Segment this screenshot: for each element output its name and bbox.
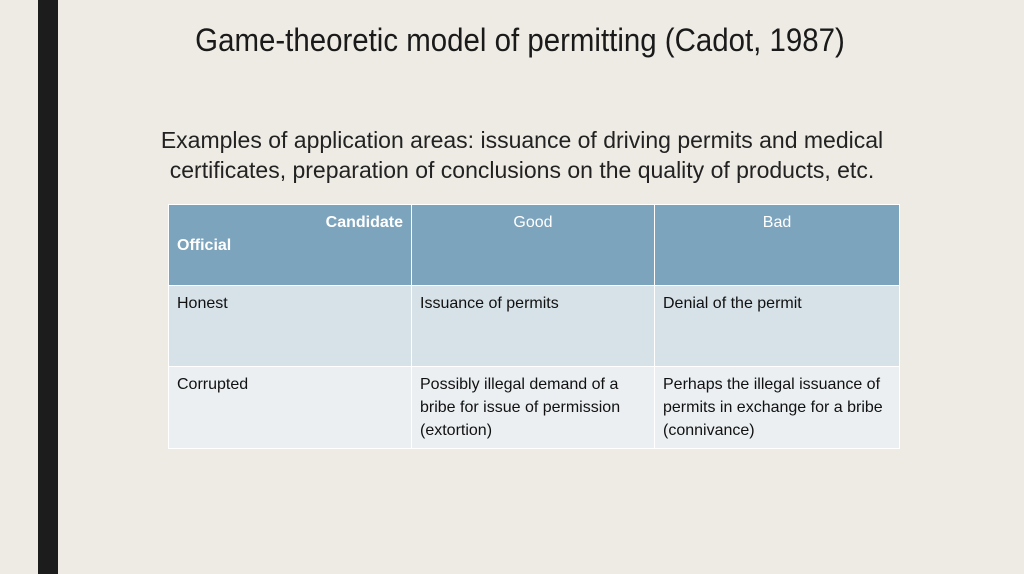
- table-header-row: [169, 205, 900, 286]
- subtitle-line-2: certificates, preparation of conclusions on the quality of products, etc.: [169, 157, 875, 183]
- cell-corrupted-bad: Perhaps the illegal issuance of permits in exchange for a bribe (connivance): [655, 367, 900, 449]
- side-accent-bar: [38, 0, 58, 574]
- cell-honest-bad: Denial of the permit: [655, 286, 900, 367]
- subtitle-line-1: Examples of application areas: issuance of driving permits and medical: [160, 127, 884, 153]
- header-candidate-label: Candidate: [325, 214, 403, 231]
- slide-subtitle: [90, 125, 954, 185]
- header-official-label: Official: [177, 237, 232, 254]
- row-label-honest: Honest: [169, 286, 412, 367]
- header-bad: Bad: [655, 205, 900, 286]
- cell-honest-good: Issuance of permits: [412, 286, 655, 367]
- payoff-table: [168, 204, 900, 449]
- slide-title: Game-theoretic model of permitting (Cadot, 1987): [195, 22, 845, 58]
- table-row: [169, 367, 900, 449]
- cell-corrupted-good: Possibly illegal demand of a bribe for issue of permission (extortion): [412, 367, 655, 449]
- header-good: Good: [412, 205, 655, 286]
- table-row: [169, 286, 900, 367]
- payoff-table-container: [168, 204, 899, 449]
- header-corner-cell: [169, 205, 412, 286]
- row-label-corrupted: Corrupted: [169, 367, 412, 449]
